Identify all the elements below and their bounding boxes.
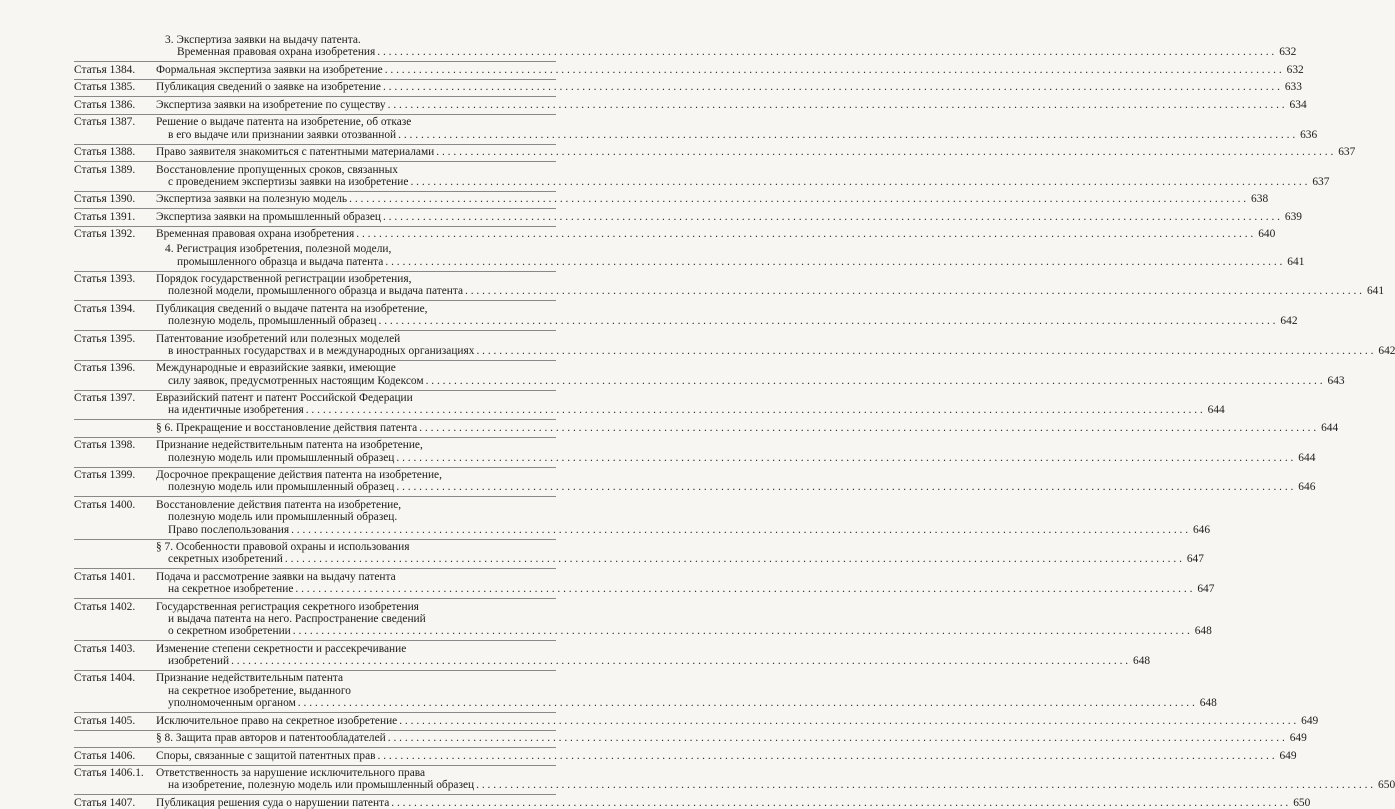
entry-title-line: § 6. Прекращение и восстановление действия патента: [156, 421, 418, 434]
toc-article-entry: [74, 161, 1330, 188]
toc-article-entry: [74, 226, 1276, 241]
entry-title-line: Публикация сведений о заявке на изобретение: [156, 81, 381, 94]
entry-title-line: Экспертиза заявки на полезную модель: [156, 193, 348, 206]
entry-title-line: Признание недействительным патента: [156, 672, 344, 685]
entry-title-line: § 8. Защита прав авторов и патентообладателей: [156, 732, 386, 745]
page-number: 648: [1199, 697, 1217, 710]
toc-article-entry: [74, 61, 1304, 76]
entry-title-line: Экспертиза заявки на изобретение по существу: [156, 98, 386, 111]
dot-leader: [383, 211, 1280, 223]
article-number: Статья 1389.: [74, 163, 136, 176]
toc-article-entry: [74, 640, 1151, 667]
dot-leader: [396, 452, 1293, 464]
entry-title-line: 3. Экспертиза заявки на выдачу патента.: [165, 34, 361, 46]
toc-article-entry: [74, 496, 1211, 536]
dot-leader: [476, 779, 1373, 791]
article-number: Статья 1388.: [74, 146, 136, 159]
article-number: [74, 243, 156, 268]
dot-leader: [293, 625, 1190, 637]
article-number: Статья 1391.: [74, 210, 136, 223]
dot-leader: [426, 375, 1323, 387]
article-number: Статья 1396.: [74, 362, 136, 375]
toc-article-entry: [74, 114, 1318, 141]
page-number: 632: [1279, 46, 1297, 59]
toc-article-entry: [74, 598, 1212, 638]
entry-title-line: Формальная экспертиза заявки на изобретение: [156, 63, 383, 76]
article-number: Статья 1407.: [74, 796, 136, 809]
toc-section-entry: [74, 730, 1307, 745]
page-number: 638: [1251, 193, 1269, 206]
dot-leader: [396, 481, 1293, 493]
entry-title-line: Временная правовая охрана изобретения: [177, 46, 376, 59]
entry-title-line: с проведением экспертизы заявки на изобретение: [168, 175, 409, 188]
article-number: Статья 1387.: [74, 116, 136, 129]
page-number: 643: [1327, 374, 1345, 387]
entry-title-line: § 7. Особенности правовой охраны и использования: [156, 541, 410, 554]
entry-title-line: Досрочное прекращение действия патента на изобретение,: [156, 469, 442, 482]
article-number: [74, 541, 156, 566]
page-number: 633: [1284, 81, 1302, 94]
toc-article-entry: [74, 670, 1217, 710]
toc-article-entry: [74, 794, 1311, 809]
article-number: Статья 1401.: [74, 570, 136, 583]
entry-title-line: полезную модель, промышленный образец: [168, 315, 377, 328]
dot-leader: [298, 697, 1195, 709]
article-number: Статья 1403.: [74, 642, 136, 655]
entry-title-line: Государственная регистрация секретного изобретения: [156, 600, 419, 613]
entry-title-line: полезную модель или промышленный образец: [168, 451, 395, 464]
article-number: [74, 34, 156, 59]
article-number: Статья 1404.: [74, 672, 136, 685]
entry-title-line: секретных изобретений: [168, 553, 283, 566]
entry-title-line: полезную модель или промышленный образец: [168, 481, 395, 494]
toc-article-entry: [74, 568, 1215, 596]
article-number: Статья 1402.: [74, 600, 136, 613]
dot-leader: [377, 46, 1274, 58]
toc-article-entry: [74, 144, 1356, 159]
toc-article-entry: [74, 191, 1269, 206]
article-number: [74, 422, 156, 434]
article-number: Статья 1385.: [74, 81, 136, 94]
entry-title-line: Признание недействительным патента на изобретение,: [156, 439, 423, 452]
toc-article-entry: [74, 390, 1225, 417]
page-number: 636: [1300, 128, 1318, 141]
toc-article-entry: [74, 271, 1385, 298]
dot-leader: [398, 129, 1295, 141]
entry-title-line: Право заявителя знакомиться с патентными материалами: [156, 146, 435, 159]
page-number: 650: [1378, 779, 1395, 792]
page-number: 637: [1312, 175, 1330, 188]
entry-title-line: Публикация решения суда о нарушении патента: [156, 796, 390, 809]
page-number: 644: [1207, 404, 1225, 417]
entry-title-line: на изобретение, полезную модель или промышленный образец: [168, 779, 475, 792]
page-number: 647: [1197, 583, 1215, 596]
entry-title-line: изобретений: [168, 654, 230, 667]
toc-section-entry: [74, 539, 1204, 566]
toc-article-entry: [74, 360, 1345, 387]
dot-leader: [295, 583, 1192, 595]
article-number: Статья 1384.: [74, 63, 136, 76]
entry-title-line: Публикация сведений о выдаче патента на изобретение,: [156, 302, 428, 315]
dot-leader: [410, 176, 1307, 188]
page-number: 639: [1284, 210, 1302, 223]
page-number: 649: [1289, 732, 1307, 745]
toc-section-entry: [74, 243, 1305, 268]
article-number: Статья 1395.: [74, 332, 136, 345]
dot-leader: [399, 715, 1296, 727]
toc-article-entry: [74, 300, 1298, 328]
toc-article-entry: [74, 765, 1395, 792]
page-number: 646: [1192, 523, 1211, 536]
dot-leader: [291, 524, 1188, 536]
article-number: Статья 1392.: [74, 228, 136, 241]
dot-leader: [476, 345, 1373, 357]
toc-section-entry: [74, 34, 1297, 59]
toc-article-entry: [74, 467, 1316, 494]
dot-leader: [306, 404, 1203, 416]
entry-title-line: Патентование изобретений или полезных моделей: [156, 332, 401, 345]
page-number: 646: [1298, 481, 1316, 494]
entry-title-line: на секретное изобретение, выданного: [168, 684, 351, 697]
article-number: Статья 1406.1.: [74, 767, 144, 779]
page-number: 649: [1301, 714, 1319, 727]
dot-leader: [285, 553, 1182, 565]
article-number: [74, 732, 156, 744]
entry-title-line: Восстановление действия патента на изобретение,: [156, 498, 402, 511]
entry-title-line: в его выдаче или признании заявки отозванной: [168, 128, 397, 141]
entry-title-line: Право послепользования: [168, 523, 290, 536]
entry-title-line: Евразийский патент и патент Российской Федерации: [156, 392, 413, 405]
dot-leader: [388, 99, 1285, 111]
article-number: Статья 1394.: [74, 302, 136, 315]
dot-leader: [383, 81, 1280, 93]
entry-title-line: Восстановление пропущенных сроков, связанных: [156, 163, 398, 176]
toc-article-entry: [74, 747, 1297, 762]
page-number: 637: [1338, 146, 1356, 159]
toc-article-entry: [74, 96, 1307, 111]
dot-leader: [419, 422, 1316, 434]
article-number: Статья 1399.: [74, 469, 136, 482]
entry-title-line: Международные и евразийские заявки, имеющие: [156, 362, 396, 375]
entry-title-line: Подача и рассмотрение заявки на выдачу патента: [156, 570, 396, 583]
toc-article-entry: [74, 712, 1319, 727]
page-number: 647: [1186, 553, 1204, 566]
dot-leader: [379, 315, 1276, 327]
toc-article-entry: [74, 437, 1316, 464]
page-number: 634: [1289, 98, 1307, 111]
entry-title-line: полезной модели, промышленного образца и выдача патента: [168, 285, 464, 298]
article-number: Статья 1386.: [74, 98, 136, 111]
entry-title-line: Временная правовая охрана изобретения: [156, 228, 355, 241]
entry-title-line: уполномоченным органом: [168, 697, 296, 710]
article-number: Статья 1405.: [74, 714, 136, 727]
dot-leader: [436, 146, 1333, 158]
page-number: 641: [1366, 285, 1385, 298]
entry-title-line: и выдача патента на него. Распространение сведений: [168, 612, 426, 625]
entry-title-line: на идентичные изобретения: [168, 404, 304, 417]
entry-title-line: Исключительное право на секретное изобретение: [156, 714, 398, 727]
page-number: 649: [1279, 749, 1297, 762]
entry-title-line: в иностранных государствах и в международных организациях: [168, 344, 475, 357]
entry-title-line: полезную модель или промышленный образец.: [168, 511, 398, 524]
page-number: 632: [1286, 63, 1304, 76]
entry-title-line: Решение о выдаче патента на изобретение, об отказе: [156, 116, 412, 129]
page-number: 640: [1258, 228, 1276, 241]
article-number: Статья 1400.: [74, 498, 136, 511]
dot-leader: [391, 797, 1288, 809]
toc-article-entry: [74, 208, 1302, 223]
dot-leader: [349, 193, 1246, 205]
entry-title-line: на секретное изобретение: [168, 583, 294, 596]
page-number: 642: [1280, 315, 1298, 328]
article-number: Статья 1393.: [74, 273, 136, 286]
toc-article-entry: [74, 79, 1302, 94]
dot-leader: [231, 655, 1128, 667]
toc-section-entry: [74, 419, 1339, 434]
page-number: 642: [1378, 344, 1395, 357]
entry-title-line: Порядок государственной регистрации изобретения,: [156, 273, 412, 286]
dot-leader: [388, 732, 1285, 744]
entry-title-line: промышленного образца и выдача патента: [177, 255, 384, 268]
page-number: 644: [1321, 421, 1339, 434]
dot-leader: [356, 228, 1253, 240]
article-number: Статья 1398.: [74, 439, 136, 452]
toc-article-entry: [74, 330, 1395, 357]
dot-leader: [385, 256, 1282, 268]
dot-leader: [378, 750, 1275, 762]
page-number: 650: [1293, 796, 1311, 809]
dot-leader: [465, 285, 1362, 297]
article-number: Статья 1397.: [74, 392, 136, 405]
entry-title-line: 4. Регистрация изобретения, полезной модели,: [165, 243, 392, 256]
page-number: 648: [1133, 654, 1151, 667]
entry-title-line: о секретном изобретении: [168, 625, 291, 638]
entry-title-line: Экспертиза заявки на промышленный образец: [156, 210, 381, 223]
article-number: Статья 1390.: [74, 193, 136, 206]
entry-title-line: Споры, связанные с защитой патентных прав: [156, 749, 376, 762]
entry-title-line: Ответственность за нарушение исключительного права: [156, 767, 426, 779]
entry-title-line: Изменение степени секретности и рассекречивание: [156, 642, 407, 655]
article-number: Статья 1406.: [74, 749, 136, 762]
entry-title-line: силу заявок, предусмотренных настоящим Кодексом: [168, 374, 424, 387]
dot-leader: [385, 64, 1282, 76]
page-number: 644: [1298, 451, 1316, 464]
page-number: 648: [1194, 625, 1212, 638]
page-number: 641: [1287, 255, 1305, 268]
